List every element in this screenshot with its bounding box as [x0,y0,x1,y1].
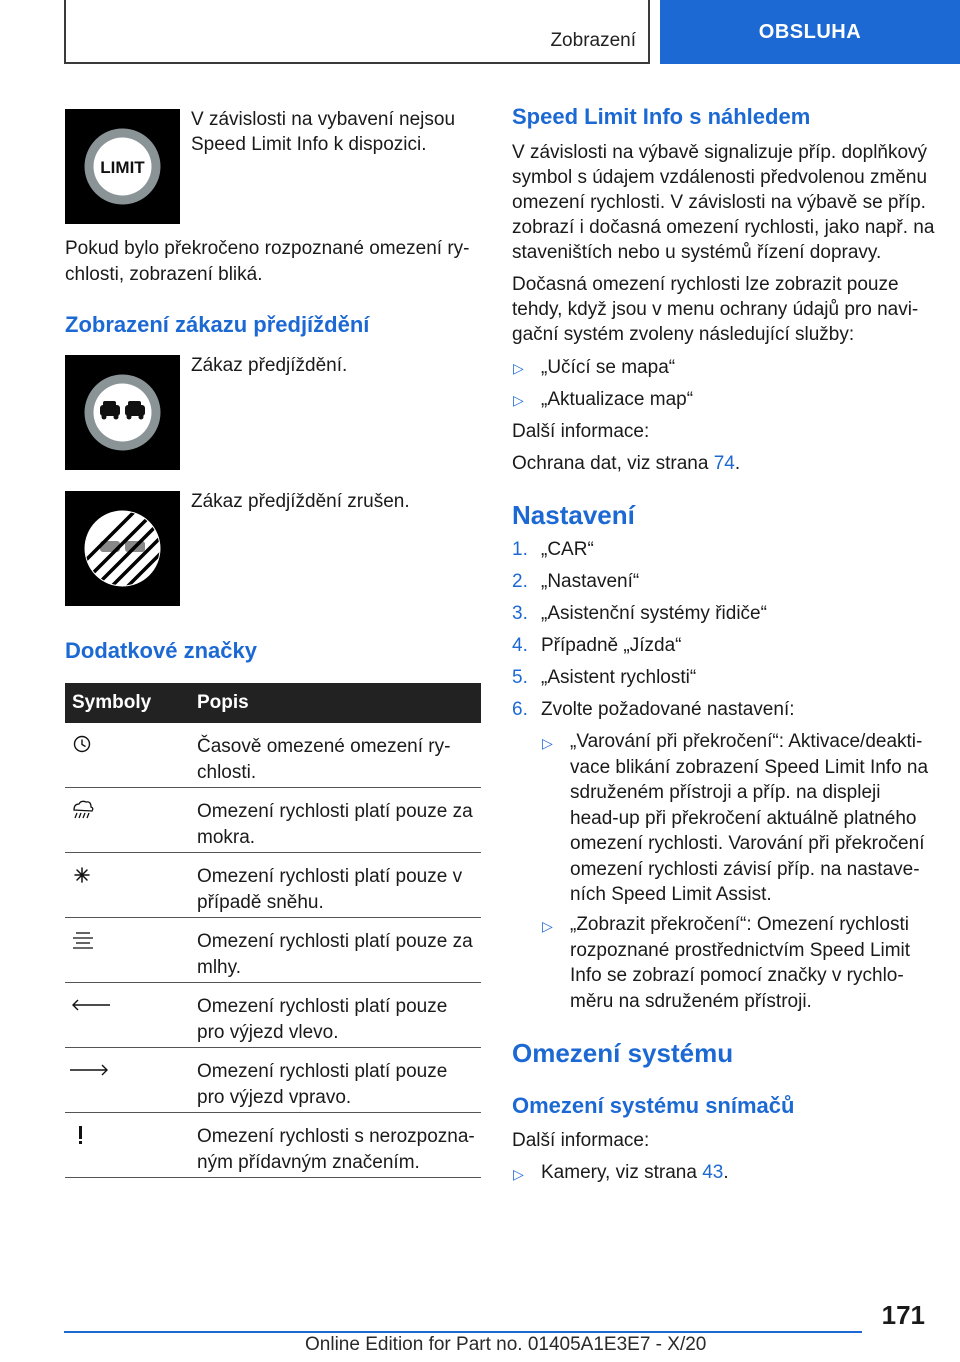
step-text: „CAR“ [541,539,594,560]
row-text-line: Časově omezené omezení ry- [197,736,451,757]
limit-sign-icon [65,109,180,224]
step-text: Zvolte požadované nastavení: [541,699,795,720]
row-text-line: ným přídavným značením. [197,1151,420,1173]
arrow-left-icon [70,995,110,1019]
temp-para-line-3: gační systém zvoleny následující služby: [512,324,855,345]
privacy-page-link[interactable]: 74 [713,453,735,474]
sub-option-line: omezení rychlosti závisí příp. na nastave- [570,858,920,880]
step-number: 5. [512,667,528,688]
sub-option-line: head-up při překročení aktuálně platného [570,807,917,829]
bullet-triangle-icon: ▷ [513,392,524,408]
sub-option-line: omezení rychlosti. Varování při překročení [570,833,925,854]
sub-option-line: měru na sdruženém přístroji. [570,990,812,1012]
step-text: „Nastavení“ [541,571,640,592]
more-info-label: Další informace: [512,421,650,442]
row-text-line: pro výjezd vpravo. [197,1086,352,1108]
limit-note-line-1: V závislosti na vybavení nejsou [191,109,456,130]
sensor-more-info: Další informace: [512,1130,650,1151]
temp-para-line-2: tehdy, když jsou v menu ochrany údajů pro navi- [512,299,919,320]
exclamation-icon [70,1125,110,1149]
overtake-ban-image [65,355,180,470]
settings-heading: Nastavení [512,500,635,530]
row-text-line: pro výjezd vlevo. [197,1021,339,1043]
table-row [65,1113,481,1178]
sub-option-show-exceed [570,912,910,1014]
extra-signs-table [65,683,481,1178]
row-text-line: Omezení rychlosti platí pouze v [197,866,463,887]
arrow-right-icon [70,1060,110,1084]
sub-option-line: „Varování při překročení“: Aktivace/deakti- [570,731,923,752]
preview-para-line-1: V závislosti na výbavě signalizuje příp. doplňkový [512,142,928,163]
bullet-triangle-icon: ▷ [542,918,553,934]
row-text-line: Omezení rychlosti platí pouze za [197,931,473,952]
privacy-reference-period: . [734,453,741,474]
cameras-page-link[interactable]: 43 [702,1162,724,1183]
limit-sign-text: LIMIT [100,158,145,177]
bullet-triangle-icon: ▷ [513,1166,524,1182]
overtake-cancel-text: Zákaz předjíždění zrušen. [191,491,410,512]
table-row [65,983,481,1048]
step-number: 1. [512,539,528,560]
overtake-heading: Zobrazení zákazu předjíždění [65,312,370,337]
bullet-triangle-icon: ▷ [513,360,524,376]
privacy-reference [512,451,740,477]
privacy-reference-text: Ochrana dat, viz strana [512,453,714,474]
step-number: 4. [512,635,528,656]
exceeded-para-line-2: chlosti, zobrazení bliká. [65,264,263,285]
table-row [65,788,481,853]
preview-heading: Speed Limit Info s náhledem [512,104,811,129]
table-header-symbols: Symboly [72,692,152,713]
exceeded-para-line-1: Pokud bylo překročeno rozpoznané omezení ry- [65,238,470,259]
row-text-line: Omezení rychlosti platí pouze za [197,801,473,822]
sub-option-warning [570,729,928,908]
table-row-description [197,1124,479,1175]
step-text: „Asistenční systémy řidiče“ [541,603,767,624]
table-row-description [197,799,479,850]
overtake-ban-text: Zákaz předjíždění. [191,355,348,376]
row-text-line: Omezení rychlosti platí pouze [197,1061,448,1082]
header-section-title: Zobrazení [550,30,636,51]
overtake-cancel-image [65,491,180,606]
bullet-triangle-icon: ▷ [542,735,553,751]
temp-para-line-1: Dočasná omezení rychlosti lze zobrazit pouze [512,274,899,295]
table-header-description: Popis [197,692,249,713]
limits-heading: Omezení systému [512,1038,734,1068]
fog-icon [70,930,110,954]
table-row [65,1048,481,1113]
step-text: Případně „Jízda“ [541,635,682,656]
overtake-ban-icon [65,355,180,470]
clock-icon [70,735,110,759]
footer-divider [64,1331,862,1333]
sub-option-line: vace blikání zobrazení Speed Limit Info na [570,756,929,778]
cameras-reference [541,1160,729,1186]
step-text: „Asistent rychlosti“ [541,667,697,688]
preview-para-line-4: zobrazí i dočasná omezení rychlosti, jako např. na [512,217,935,238]
cameras-reference-period: . [723,1162,729,1183]
row-text-line: případě sněhu. [197,891,324,913]
table-row [65,918,481,983]
step-number: 3. [512,603,528,624]
table-row [65,723,481,788]
row-text-line: Omezení rychlosti platí pouze [197,996,448,1017]
step-number: 2. [512,571,528,592]
snowflake-icon [70,865,110,889]
row-text-line: mokra. [197,826,256,848]
table-row-description [197,1059,479,1110]
table-row-description [197,864,479,915]
service-item-2: „Aktualizace map“ [541,389,694,410]
limit-sign-image [65,109,180,224]
preview-para-line-5: staveništích nebo u systémů řízení dopravy. [512,242,882,263]
preview-para-line-3: omezení rychlosti. V závislosti na výbavě se příp. [512,192,926,213]
row-text-line: Omezení rychlosti s nerozpozna- [197,1126,475,1147]
table-row-description [197,734,479,785]
extra-signs-heading: Dodatkové značky [65,638,257,663]
table-row-description [197,929,479,980]
sensor-limits-heading: Omezení systému snímačů [512,1093,795,1118]
rain-icon [70,800,110,824]
sub-option-line: ních Speed Limit Assist. [570,884,772,905]
preview-para-line-2: symbol s údajem vzdálenosti předvolenou změnu [512,167,928,188]
service-item-1: „Učící se mapa“ [541,357,676,378]
sub-option-line: „Zobrazit překročení“: Omezení rychlosti [570,914,909,935]
row-text-line: mlhy. [197,956,241,978]
page-number: 171 [881,1300,925,1330]
table-header [65,683,481,723]
step-number: 6. [512,699,528,720]
sub-option-line: Info se zobrazí pomocí značky v rychlo- [570,965,904,986]
cameras-reference-text: Kamery, viz strana [541,1162,703,1183]
sub-option-line: rozpoznané prostřednictvím Speed Limit [570,939,911,961]
row-text-line: chlosti. [197,761,257,783]
sub-option-line: sdruženém přístroji a příp. na displeji [570,782,881,803]
table-row-description [197,994,479,1045]
limit-note-line-2: Speed Limit Info k dispozici. [191,134,427,155]
overtake-cancel-icon [65,491,180,606]
footer-edition: Online Edition for Part no. 01405A1E3E7 - X/20 [305,1334,707,1355]
header-chapter-tab[interactable]: OBSLUHA [660,0,960,64]
table-row [65,853,481,918]
